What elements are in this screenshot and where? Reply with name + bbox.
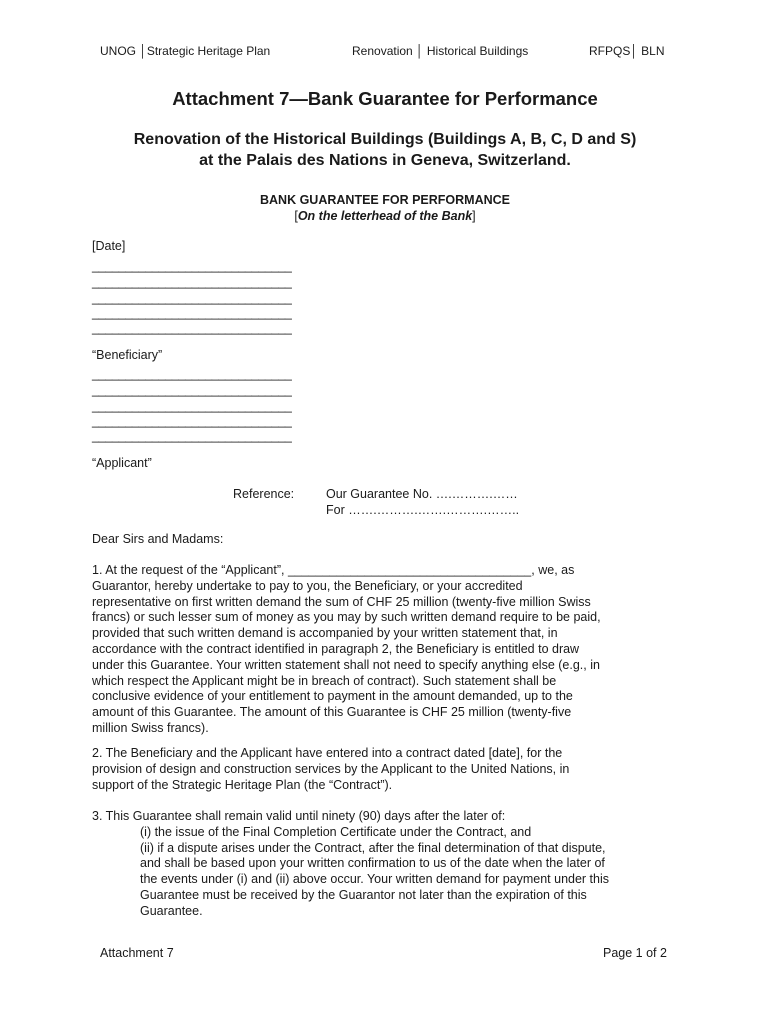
- footer-attachment: Attachment 7: [100, 946, 174, 960]
- header-left: UNOG │Strategic Heritage Plan: [100, 44, 271, 58]
- beneficiary-line: ______________________________: [92, 429, 292, 443]
- paragraph-line: 2. The Beneficiary and the Applicant have entered into a contract dated [date], for the: [92, 746, 563, 760]
- paragraph-line: provision of design and construction services by the Applicant to the United Nations, in: [92, 761, 570, 776]
- salutation: Dear Sirs and Madams:: [92, 532, 224, 546]
- date-label: [Date]: [92, 239, 126, 253]
- paragraph-line: and shall be based upon your written confirmation to us of the date when the later of: [140, 856, 605, 871]
- paragraph-line: Guarantee must be received by the Guarantor not later than the expiration of this: [140, 887, 587, 902]
- paragraph-line: amount of this Guarantee. The amount of this Guarantee is CHF 25 million (twenty-five: [92, 705, 572, 720]
- beneficiary-label: “Beneficiary”: [92, 348, 163, 362]
- paragraph-line: representative on first written demand the sum of CHF 25 million (twenty-five million Swiss: [92, 594, 591, 609]
- paragraph-line: under this Guarantee. Your written statement shall not need to specify anything else (e.g., in: [92, 657, 600, 672]
- paragraph-line: the events under (i) and (ii) above occur. Your written demand for payment under this: [140, 872, 610, 887]
- beneficiary-line: ______________________________: [92, 367, 292, 381]
- paragraph-3: [92, 809, 692, 920]
- reference-label: Reference:: [233, 487, 295, 501]
- beneficiary-line: ______________________________: [92, 383, 292, 397]
- guarantee-heading: BANK GUARANTEE FOR PERFORMANCE: [260, 193, 510, 207]
- paragraph-2: [92, 746, 692, 793]
- header-right: RFPQS│ BLN: [589, 44, 665, 58]
- subtitle-line-2: at the Palais des Nations in Geneva, Switzerland.: [199, 152, 571, 169]
- paragraph-line: 3. This Guarantee shall remain valid until ninety (90) days after the later of:: [92, 809, 506, 823]
- address-line: ______________________________: [92, 275, 292, 289]
- paragraph-line: million Swiss francs).: [92, 720, 209, 735]
- address-line: ______________________________: [92, 259, 292, 273]
- paragraph-line: francs) or such lesser sum of money as you may by such written demand require to be paid,: [92, 610, 601, 625]
- letterhead-text: On the letterhead of the Bank: [297, 209, 473, 223]
- address-line: ______________________________: [92, 321, 292, 335]
- beneficiary-line: ______________________________: [92, 399, 292, 413]
- applicant-label: “Applicant”: [92, 456, 152, 470]
- paragraph-1: [92, 563, 692, 737]
- letterhead-note: [On the letterhead of the Bank]: [294, 209, 476, 223]
- paragraph-line: support of the Strategic Heritage Plan (the “Contract”).: [92, 777, 393, 792]
- page-number: Page 1 of 2: [603, 946, 667, 960]
- paragraph-line: accordance with the contract identified in paragraph 2, the Beneficiary is entitled to draw: [92, 641, 580, 656]
- paragraph-line: provided that such written demand is accompanied by your written statement that, in: [92, 626, 558, 641]
- header-center: Renovation │ Historical Buildings: [352, 44, 529, 58]
- paragraph-line: (i) the issue of the Final Completion Certificate under the Contract, and: [140, 824, 532, 839]
- address-line: ______________________________: [92, 291, 292, 305]
- reference-for: For …….……….…….……….……..: [326, 503, 520, 517]
- subtitle-line-1: Renovation of the Historical Buildings (Buildings A, B, C, D and S): [133, 131, 637, 148]
- paragraph-line: Guarantor, hereby undertake to pay to you, the Beneficiary, or your accredited: [92, 578, 523, 593]
- paragraph-line: (ii) if a dispute arises under the Contract, after the final determination of that dispute,: [140, 840, 606, 855]
- address-line: ______________________________: [92, 306, 292, 320]
- paragraph-line: conclusive evidence of your entitlement to payment in the amount demanded, up to the: [92, 689, 573, 704]
- reference-guarantee-no: Our Guarantee No. ….……….……: [326, 487, 518, 501]
- paragraph-line: Guarantee.: [140, 903, 203, 918]
- paragraph-line: 1. At the request of the “Applicant”, ___________________________________, we, as: [92, 563, 575, 577]
- beneficiary-line: ______________________________: [92, 414, 292, 428]
- paragraph-line: which respect the Applicant might be in breach of contract). Such statement shall be: [92, 673, 557, 688]
- document-title: Attachment 7—Bank Guarantee for Performance: [172, 88, 598, 109]
